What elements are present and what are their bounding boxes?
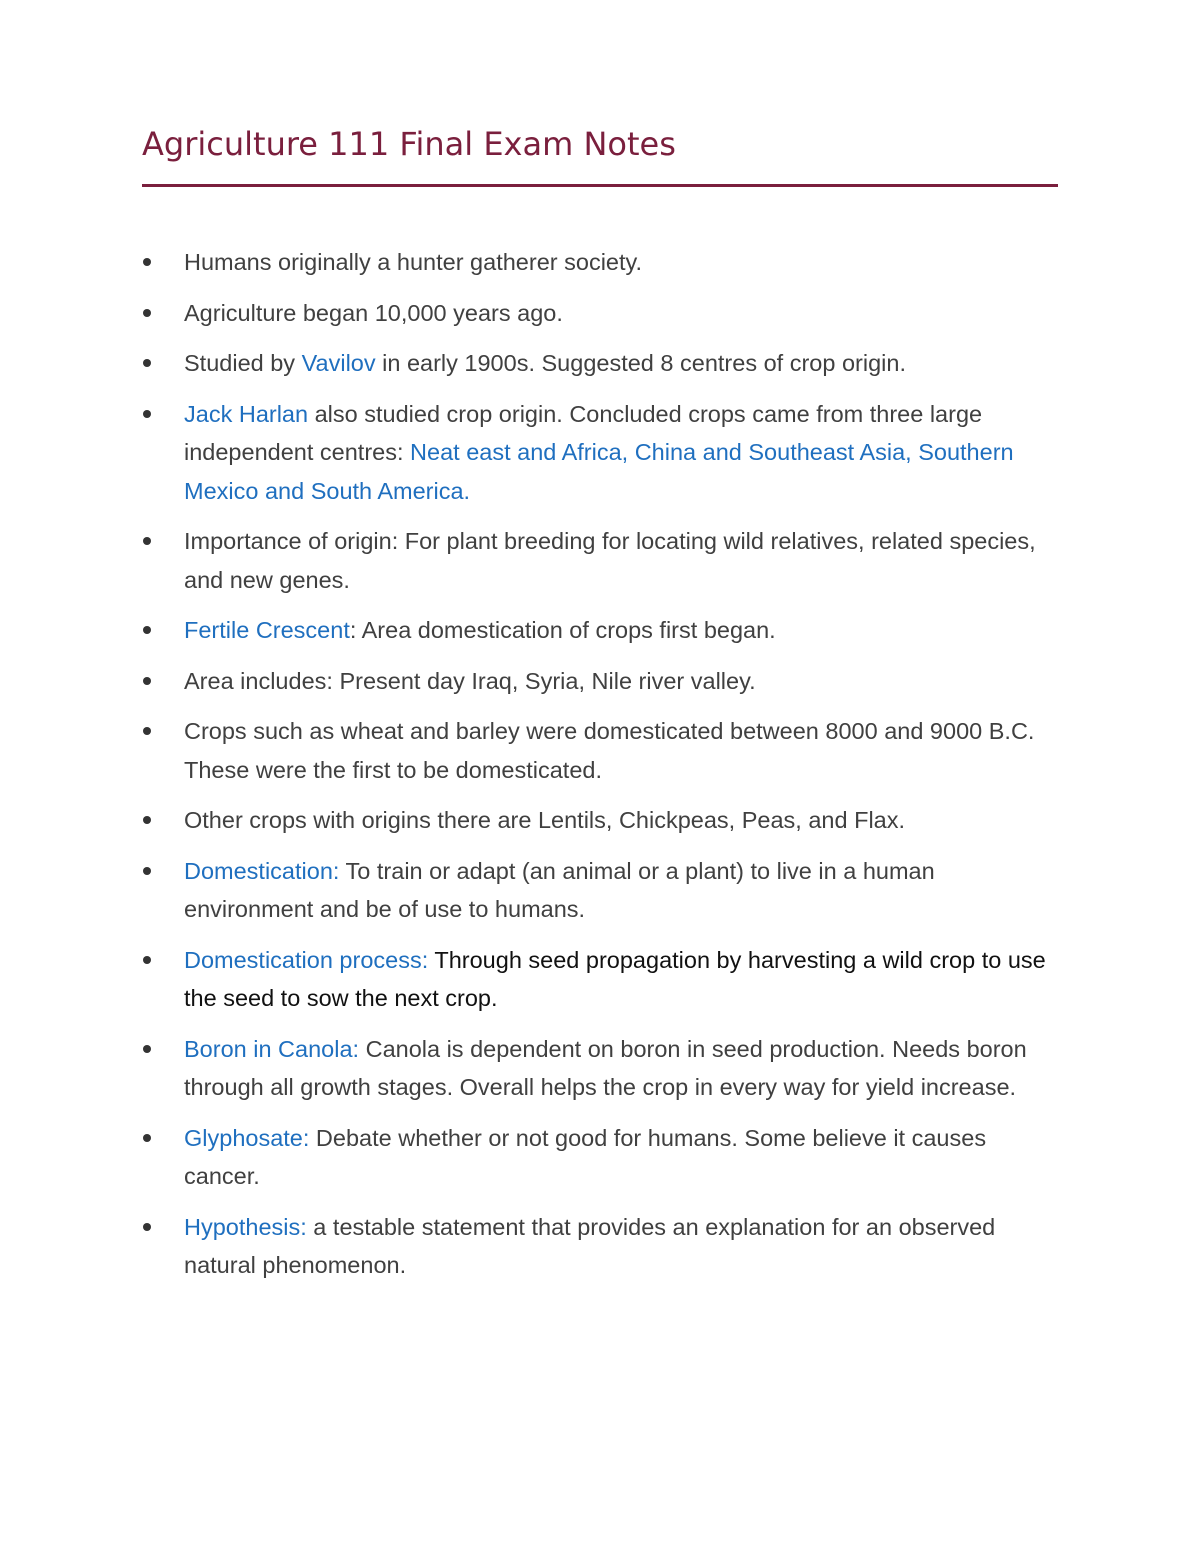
bullet-icon (142, 662, 154, 701)
note-term: Neat east and Africa, China and Southeast Asia, Southern Mexico and South America. (184, 439, 1014, 504)
bullet-icon (142, 1030, 154, 1069)
note-text: Through seed propagation by harvesting a wild crop to use the seed to sow the next crop. (184, 946, 1046, 1011)
note-item (142, 1119, 1058, 1196)
bullet-icon (142, 611, 154, 650)
note-term: Hypothesis: (184, 1213, 307, 1240)
note-item (142, 611, 1058, 650)
note-text: Crops such as wheat and barley were domesticated between 8000 and 9000 B.C. These were the first to be domesticated. (184, 718, 1035, 783)
note-text: Studied by (184, 350, 302, 376)
note-item (142, 1030, 1058, 1107)
note-item (142, 1208, 1058, 1285)
bullet-icon (142, 801, 154, 840)
bullet-icon (142, 852, 154, 891)
note-text: Canola is dependent on boron in seed production. Needs boron through all growth stages. Overall helps the crop in every way for yield increase. (184, 1035, 1027, 1100)
note-item (142, 294, 1058, 333)
note-item (142, 243, 1058, 282)
note-term: Domestication: (184, 857, 340, 884)
note-item (142, 344, 1058, 383)
note-text: To train or adapt (an animal or a plant) to live in a human environment and be of use to humans. (184, 857, 935, 922)
note-term: Domestication process: (184, 946, 429, 973)
bullet-icon (142, 243, 154, 282)
note-text: in early 1900s. Suggested 8 centres of crop origin. (375, 350, 906, 376)
document-title: Agriculture 111 Final Exam Notes (142, 125, 676, 163)
note-item (142, 395, 1058, 511)
bullet-icon (142, 344, 154, 383)
note-term: Fertile Crescent (184, 617, 350, 643)
bullet-icon (142, 395, 154, 434)
note-item (142, 801, 1058, 840)
note-text: Debate whether or not good for humans. Some believe it causes cancer. (184, 1124, 987, 1189)
bullet-icon (142, 522, 154, 561)
note-term: Glyphosate: (184, 1124, 310, 1151)
bullet-icon (142, 941, 154, 980)
note-text: Importance of origin: For plant breeding for locating wild relatives, related species, and new genes. (184, 528, 1036, 593)
note-item (142, 522, 1058, 599)
note-text: Other crops with origins there are Lentils, Chickpeas, Peas, and Flax. (184, 807, 906, 833)
note-text: Area includes: Present day Iraq, Syria, Nile river valley. (184, 667, 756, 694)
note-text: : Area domestication of crops first began. (349, 617, 776, 643)
bullet-icon (142, 1208, 154, 1247)
note-term: Boron in Canola: (184, 1035, 360, 1062)
note-text: also studied crop origin. Concluded crops came from three large independent centres: (184, 400, 983, 465)
note-term: Vavilov (301, 350, 376, 376)
title-underline (142, 184, 1058, 187)
note-text: Agriculture began 10,000 years ago. (184, 299, 563, 326)
note-item (142, 712, 1058, 789)
note-text: Humans originally a hunter gatherer society. (184, 249, 643, 275)
bullet-icon (142, 1119, 154, 1158)
note-text: a testable statement that provides an explanation for an observed natural phenomenon. (184, 1213, 996, 1278)
notes-list (142, 243, 1058, 1297)
note-term: Jack Harlan (184, 400, 309, 427)
bullet-icon (142, 294, 154, 333)
bullet-icon (142, 712, 154, 751)
note-item (142, 941, 1058, 1018)
note-item (142, 852, 1058, 929)
note-item (142, 662, 1058, 701)
